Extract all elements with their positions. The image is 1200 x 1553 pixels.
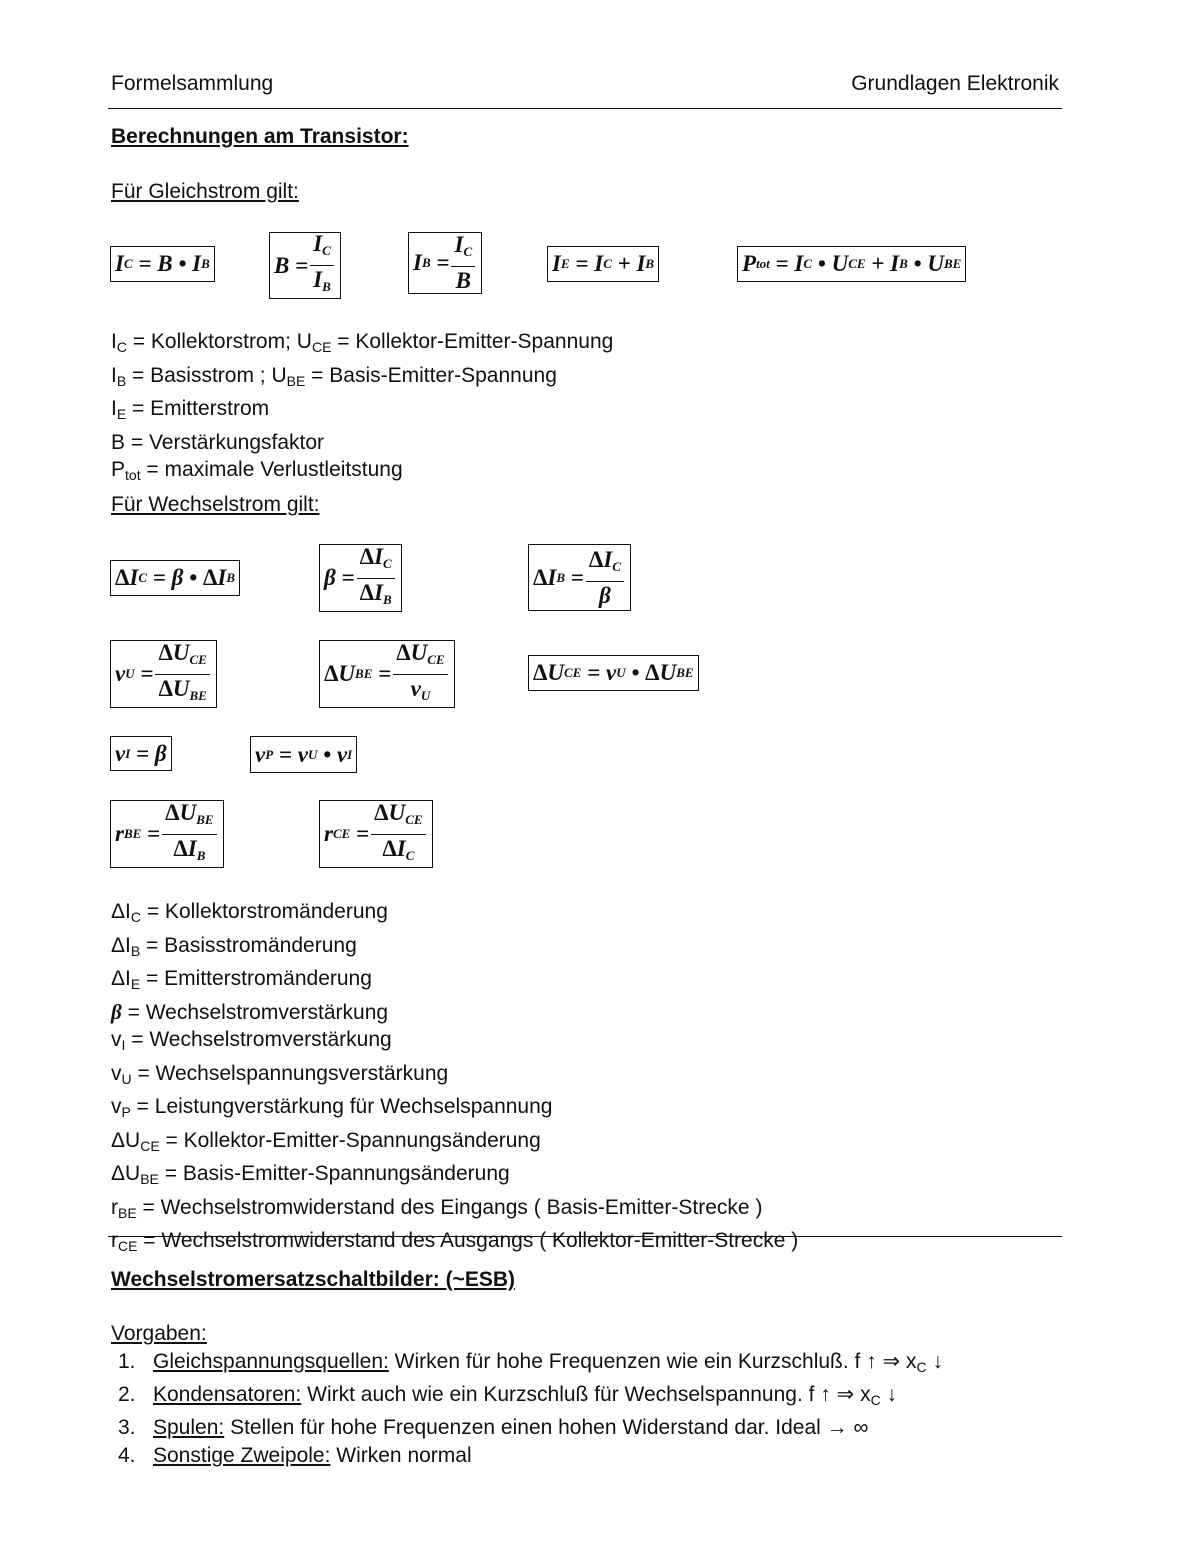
ac-heading: Für Wechselstrom gilt: [111, 493, 320, 516]
vorgaben-list [118, 1348, 943, 1470]
formula-delta-ic: Δ I C = β • Δ I B [110, 560, 240, 596]
header-left: Formelsammlung [111, 72, 274, 95]
dc-legend-line: $I_C$ = Kollektorstrom; $U_{CE}$ = Kollektor-Emitter-Spannung [111, 330, 614, 355]
ac-legend-line: $\Delta U_{BE}$ = Basis-Emitter-Spannungsänderung [111, 1162, 510, 1187]
ac-legend-line: $v_P$ = Leistungverstärkung für Wechselspannung [111, 1095, 553, 1120]
formula-b: B = $\frac{I_C}{I_B}$ [269, 232, 341, 299]
formula-ib: I B = $\frac{I_C}{B}$ [408, 232, 482, 294]
formula-ptot: P tot = I C • U CE + I B • U BE [737, 246, 966, 282]
formula-beta: β = $\frac{\Delta I_C}{\Delta I_B}$ [319, 544, 402, 612]
ac-legend-line: $\Delta I_C$ = Kollektorstromänderung [111, 900, 388, 925]
formula-vu: v U = $\frac{\Delta U_{CE}}{\Delta U_{BE}}$ [110, 640, 217, 708]
dc-legend-line: $I_E$ = Emitterstrom [111, 397, 270, 422]
formula-ic-b-ib: I C = B • I B [110, 246, 215, 282]
ac-legend-line: $v_I$ = Wechselstromverstärkung [111, 1028, 392, 1053]
ac-legend-line: $\Delta U_{CE}$ = Kollektor-Emitter-Spannungsänderung [111, 1128, 541, 1154]
list-item: 1. Gleichspannungsquellen: Wirken für hohe Frequenzen wie ein Kurzschluß. f ↑ ⇒ $x_C$ ↓ [118, 1350, 943, 1375]
ac-legend-line: $\Delta I_E$ = Emitterstromänderung [111, 967, 372, 992]
list-item: 2. Kondensatoren: Wirkt auch wie ein Kurzschluß für Wechselspannung. f ↑ ⇒ $x_C$ ↓ [118, 1383, 898, 1408]
formula-delta-uce: Δ U CE = v U • Δ U BE [528, 655, 699, 691]
list-item: 4. Sonstige Zweipole: Wirken normal [118, 1444, 472, 1467]
ac-legend-line: $\Delta I_B$ = Basisstromänderung [111, 933, 357, 959]
dc-heading: Für Gleichstrom gilt: [111, 180, 299, 203]
formula-ie: I E = I C + I B [547, 246, 659, 282]
vorgaben-heading: Vorgaben: [111, 1322, 207, 1345]
dc-legend-line: $P_{tot}$ = maximale Verlustleitstung [111, 458, 403, 483]
formula-vi: v I = β [110, 736, 172, 771]
ac-legend-line: $r_{CE}$ = Wechselstromwiderstand des Ausgangs ( Kollektor-Emitter-Strecke ) [111, 1229, 799, 1254]
header-divider [108, 108, 1062, 109]
header-right: Grundlagen Elektronik [851, 72, 1059, 95]
dc-legend [111, 328, 613, 490]
formula-rce: r CE = $\frac{\Delta U_{CE}}{\Delta I_C}$ [319, 800, 433, 868]
formula-delta-ube: Δ U BE = $\frac{\Delta U_{CE}}{v_U}$ [319, 640, 455, 708]
dc-legend-line: $I_B$ = Basisstrom ; $U_{BE}$ = Basis-Emitter-Spannung [111, 363, 557, 389]
formula-vp: v P = v U • v I [250, 736, 357, 773]
ac-legend-line: $v_U$ = Wechselspannungsverstärkung [111, 1061, 449, 1087]
ac-legend-line: β = Wechselstromverstärkung [111, 999, 389, 1024]
formula-delta-ib: Δ I B = $\frac{\Delta I_C}{\beta}$ [528, 544, 631, 611]
dc-legend-line: B = Verstärkungsfaktor [111, 430, 325, 454]
ac-legend-line: $r_{BE}$ = Wechselstromwiderstand des Eingangs ( Basis-Emitter-Strecke ) [111, 1195, 763, 1221]
section-divider [108, 1236, 1062, 1237]
section-title: Berechnungen am Transistor: [111, 125, 409, 148]
ac-legend [111, 898, 798, 1261]
section2-title: Wechselstromersatzschaltbilder: (~ESB) [111, 1268, 515, 1291]
formula-rbe: r BE = $\frac{\Delta U_{BE}}{\Delta I_B}$ [110, 800, 224, 868]
list-item: 3. Spulen: Stellen für hohe Frequenzen einen hohen Widerstand dar. Ideal → ∞ [118, 1416, 869, 1439]
